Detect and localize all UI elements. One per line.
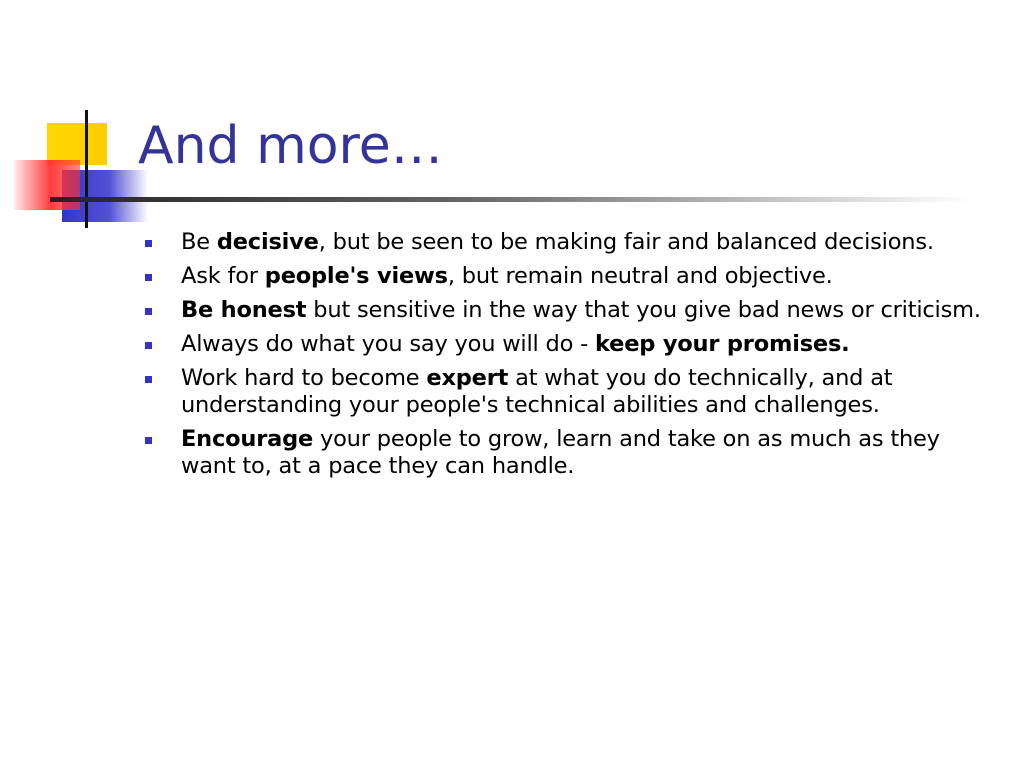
bullet-item	[145, 331, 990, 358]
slide-title: And more…	[138, 116, 443, 176]
bullet-text: Always do what you say you will do -	[181, 331, 595, 357]
bullet-text: but sensitive in the way that you give bad news or criticism.	[306, 297, 981, 323]
bullet-square-icon	[145, 437, 152, 444]
bullet-item	[145, 365, 990, 419]
bullet-emphasis: Encourage	[181, 426, 314, 452]
bullet-item	[145, 229, 990, 256]
bullet-emphasis: expert	[426, 365, 509, 391]
bullet-text: Ask for	[181, 263, 265, 289]
bullet-square-icon	[145, 342, 152, 349]
bullet-list	[145, 229, 990, 487]
deco-yellow-square	[47, 123, 107, 165]
bullet-item	[145, 263, 990, 290]
bullet-text: , but be seen to be making fair and balanced decisions.	[318, 229, 934, 255]
deco-red-square	[14, 160, 80, 210]
bullet-item	[145, 426, 990, 480]
bullet-text: your people to grow, learn and take on as much as they want to, at a pace they can handle.	[181, 426, 940, 479]
bullet-item	[145, 297, 990, 324]
bullet-text: Be	[181, 229, 217, 255]
bullet-emphasis: Be honest	[181, 297, 307, 323]
bullet-text: at what you do technically, and at understanding your people's technical abilities and challenges.	[181, 365, 893, 418]
title-underline	[50, 197, 970, 202]
bullet-emphasis: keep your promises.	[595, 331, 850, 357]
bullet-text: Work hard to become	[181, 365, 427, 391]
bullet-square-icon	[145, 308, 152, 315]
bullet-text: , but remain neutral and objective.	[447, 263, 833, 289]
bullet-square-icon	[145, 376, 152, 383]
slide-logo-graphic	[0, 100, 150, 240]
bullet-emphasis: people's views	[264, 263, 448, 289]
bullet-square-icon	[145, 274, 152, 281]
deco-vertical-line	[85, 110, 88, 228]
bullet-emphasis: decisive	[216, 229, 319, 255]
bullet-square-icon	[145, 240, 152, 247]
